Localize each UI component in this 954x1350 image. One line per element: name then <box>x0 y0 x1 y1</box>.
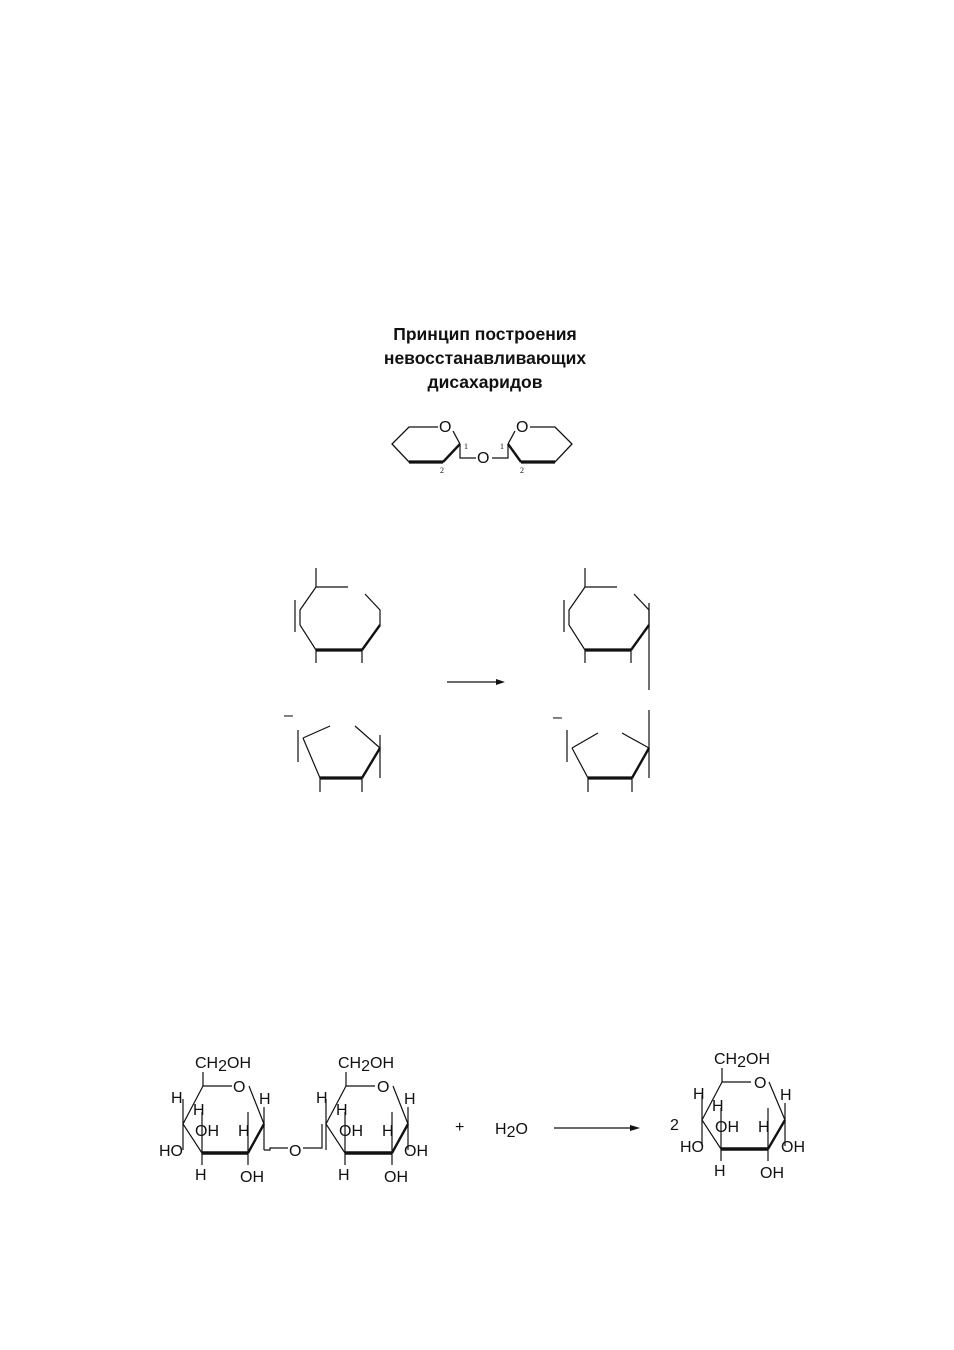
title-line-2: невосстанавливающих <box>383 348 587 368</box>
ho-c4-label-product: HO <box>680 1139 704 1156</box>
middle-arrow <box>447 679 505 685</box>
product-glucose <box>680 1051 805 1182</box>
oh-c1-label-product: OH <box>781 1139 805 1156</box>
h-c2-label-product: H <box>758 1119 770 1136</box>
h-c3-label-2: H <box>338 1167 350 1184</box>
right-c1-label: 1 <box>500 442 504 451</box>
oh-c2-label-1: OH <box>240 1169 264 1186</box>
left-c1-label: 1 <box>464 442 468 451</box>
oh-c3-label-2: OH <box>339 1123 363 1140</box>
h-c5-label-2: H <box>336 1102 348 1119</box>
oh-c3-label-1: OH <box>195 1123 219 1140</box>
ch2oh-label-1: CH2OH <box>195 1055 252 1075</box>
coefficient-2: 2 <box>670 1117 679 1134</box>
glucose-unit-1 <box>159 1055 288 1186</box>
left-ring-oxygen: O <box>439 419 452 436</box>
h-c3-label-1: H <box>195 1167 207 1184</box>
ch2oh-label-2: CH2OH <box>338 1055 395 1075</box>
oh-c3-label-product: OH <box>715 1119 739 1136</box>
title-line-3: дисахаридов <box>427 372 543 392</box>
left-minus-sign: – <box>284 707 293 724</box>
oh-c2-label-product: OH <box>760 1165 784 1182</box>
right-skeleton-pyranose <box>564 568 649 690</box>
oh-c2-label-2: OH <box>384 1169 408 1186</box>
title-line-1: Принцип построения <box>393 324 577 344</box>
ho-c4-label-1: HO <box>159 1143 183 1160</box>
h-c4-label-2: H <box>316 1090 328 1107</box>
ch2oh-label-product: CH2OH <box>714 1051 771 1071</box>
left-skeleton-furanose <box>298 726 380 792</box>
water-formula: H2O <box>495 1121 528 1141</box>
right-skeleton-furanose <box>567 710 649 792</box>
h-c3-label-product: H <box>714 1163 726 1180</box>
ring-o-label-1: O <box>233 1079 246 1096</box>
right-ring-oxygen: O <box>516 419 529 436</box>
oh-c1-label-2: OH <box>404 1143 428 1160</box>
ring-o-label-product: O <box>754 1075 767 1092</box>
h-c4-label-1: H <box>171 1090 183 1107</box>
bridge-oxygen-label: O <box>289 1143 302 1160</box>
hydrolysis-arrow <box>554 1125 640 1131</box>
h-c1-label-1: H <box>259 1091 271 1108</box>
principle-labels <box>439 419 528 475</box>
h-c5-label-product: H <box>712 1098 724 1115</box>
left-skeleton-pyranose <box>295 568 380 663</box>
h-c1-label-product: H <box>780 1087 792 1104</box>
h-c5-label-1: H <box>193 1102 205 1119</box>
right-c2-label: 2 <box>520 466 524 475</box>
glucose-unit-2 <box>303 1055 428 1186</box>
right-minus-sign: – <box>553 709 562 726</box>
h-c1-label-2: H <box>404 1091 416 1108</box>
middle-scheme <box>295 568 649 792</box>
h-c2-label-1: H <box>238 1123 250 1140</box>
ring-o-label-2: O <box>377 1079 390 1096</box>
h-c4-label-product: H <box>693 1086 705 1103</box>
h-c2-label-2: H <box>382 1123 394 1140</box>
left-c2-label: 2 <box>440 466 444 475</box>
plus-sign: + <box>455 1119 465 1136</box>
bridge-oxygen: O <box>477 450 490 467</box>
